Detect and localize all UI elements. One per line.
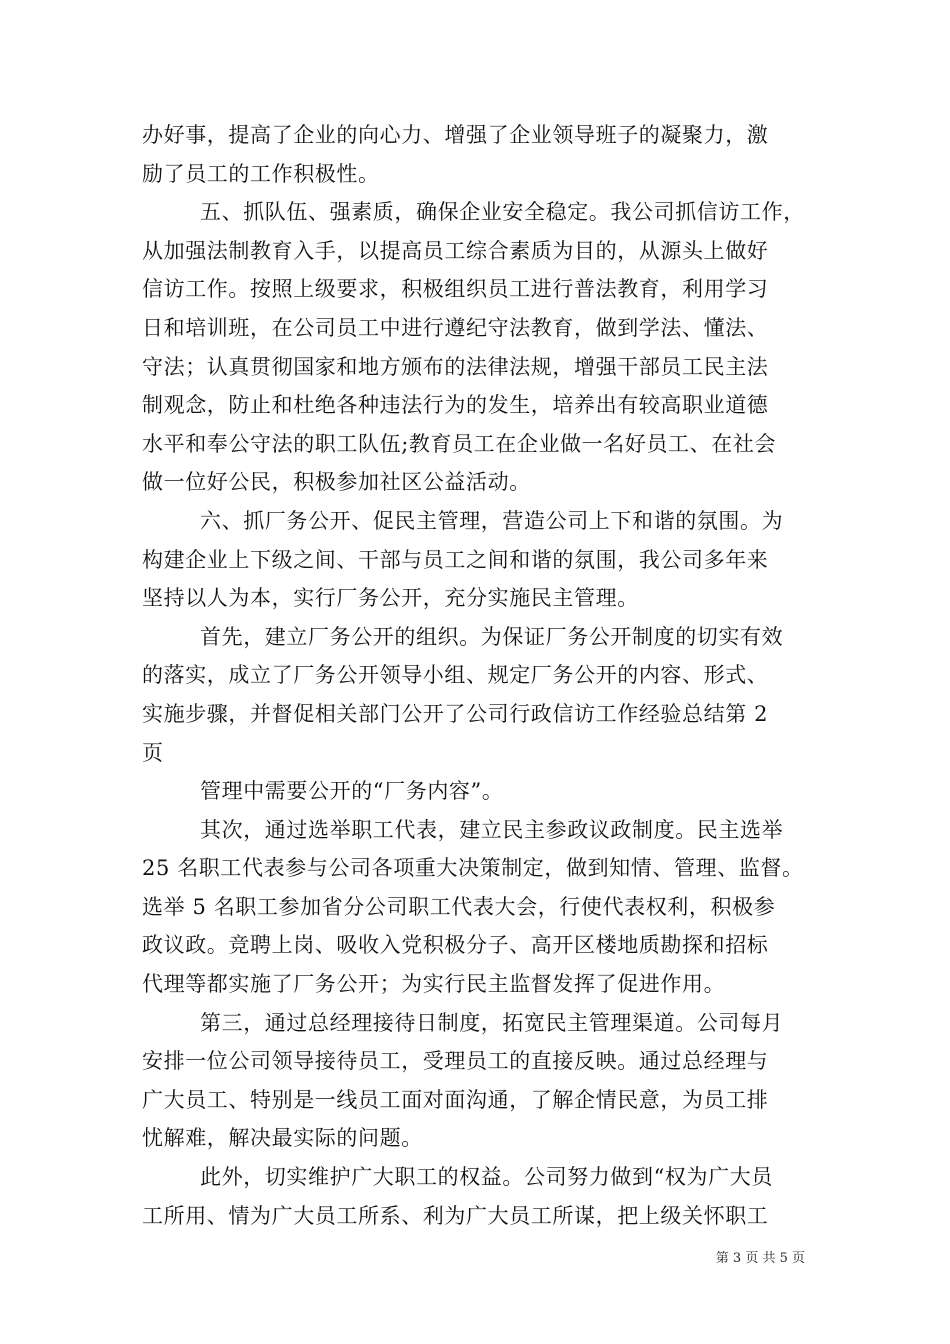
text-line: 办好事，提高了企业的向心力、增强了企业领导班子的凝聚力，激 bbox=[142, 123, 769, 147]
text-line: 信访工作。按照上级要求，积极组织员工进行普法教育，利用学习 bbox=[142, 277, 769, 302]
text-line: 实施步骤，并督促相关部门公开了公司行政信访工作经验总结第 2 bbox=[142, 701, 769, 726]
text-line: 第三，通过总经理接待日制度，拓宽民主管理渠道。公司每月 bbox=[200, 1010, 784, 1035]
document-body bbox=[142, 116, 812, 1235]
text-line: 励了员工的工作积极性。 bbox=[142, 161, 380, 186]
text-line: 25 名职工代表参与公司各项重大决策制定，做到知情、管理、监督。 bbox=[142, 856, 804, 881]
text-line: 五、抓队伍、强素质，确保企业安全稳定。我公司抓信访工作， bbox=[200, 200, 805, 225]
text-line: 从加强法制教育入手，以提高员工综合素质为目的，从源头上做好 bbox=[142, 238, 769, 263]
text-line: 日和培训班，在公司员工中进行遵纪守法教育，做到学法、懂法、 bbox=[142, 315, 769, 340]
page-number-footer: 第 3 页 共 5 页 bbox=[715, 1251, 805, 1266]
text-line: 工所用、情为广大员工所系、利为广大员工所谋，把上级关怀职工 bbox=[142, 1203, 769, 1228]
text-line: 代理等都实施了厂务公开；为实行民主监督发挥了促进作用。 bbox=[142, 972, 726, 997]
text-line: 管理中需要公开的“厂务内容”。 bbox=[200, 779, 504, 804]
text-line: 忧解难，解决最实际的问题。 bbox=[142, 1126, 423, 1151]
text-line: 政议政。竞聘上岗、吸收入党积极分子、高开区楼地质勘探和招标 bbox=[142, 933, 769, 958]
text-line: 此外，切实维护广大职工的权益。公司努力做到“权为广大员 bbox=[200, 1165, 773, 1190]
text-line: 广大员工、特别是一线员工面对面沟通，了解企情民意，为员工排 bbox=[142, 1087, 769, 1112]
text-line: 制观念，防止和杜绝各种违法行为的发生，培养出有较高职业道德 bbox=[142, 393, 769, 418]
text-line: 做一位好公民，积极参加社区公益活动。 bbox=[142, 470, 531, 495]
text-line: 其次，通过选举职工代表，建立民主参政议政制度。民主选举 bbox=[200, 817, 784, 842]
text-line: 坚持以人为本，实行厂务公开，充分实施民主管理。 bbox=[142, 586, 639, 611]
text-line: 选举 5 名职工参加省分公司职工代表大会，行使代表权利，积极参 bbox=[142, 894, 776, 919]
text-line: 页 bbox=[142, 740, 164, 765]
text-line: 水平和奉公守法的职工队伍;教育员工在企业做一名好员工、在社会 bbox=[142, 431, 777, 456]
text-line: 的落实，成立了厂务公开领导小组、规定厂务公开的内容、形式、 bbox=[142, 663, 769, 688]
text-line: 守法；认真贯彻国家和地方颁布的法律法规，增强干部员工民主法 bbox=[142, 354, 769, 379]
text-line: 安排一位公司领导接待员工，受理员工的直接反映。通过总经理与 bbox=[142, 1049, 769, 1074]
text-line: 六、抓厂务公开、促民主管理，营造公司上下和谐的氛围。为 bbox=[200, 508, 784, 533]
text-line: 构建企业上下级之间、干部与员工之间和谐的氛围，我公司多年来 bbox=[142, 547, 769, 572]
text-line: 首先，建立厂务公开的组织。为保证厂务公开制度的切实有效 bbox=[200, 624, 784, 649]
